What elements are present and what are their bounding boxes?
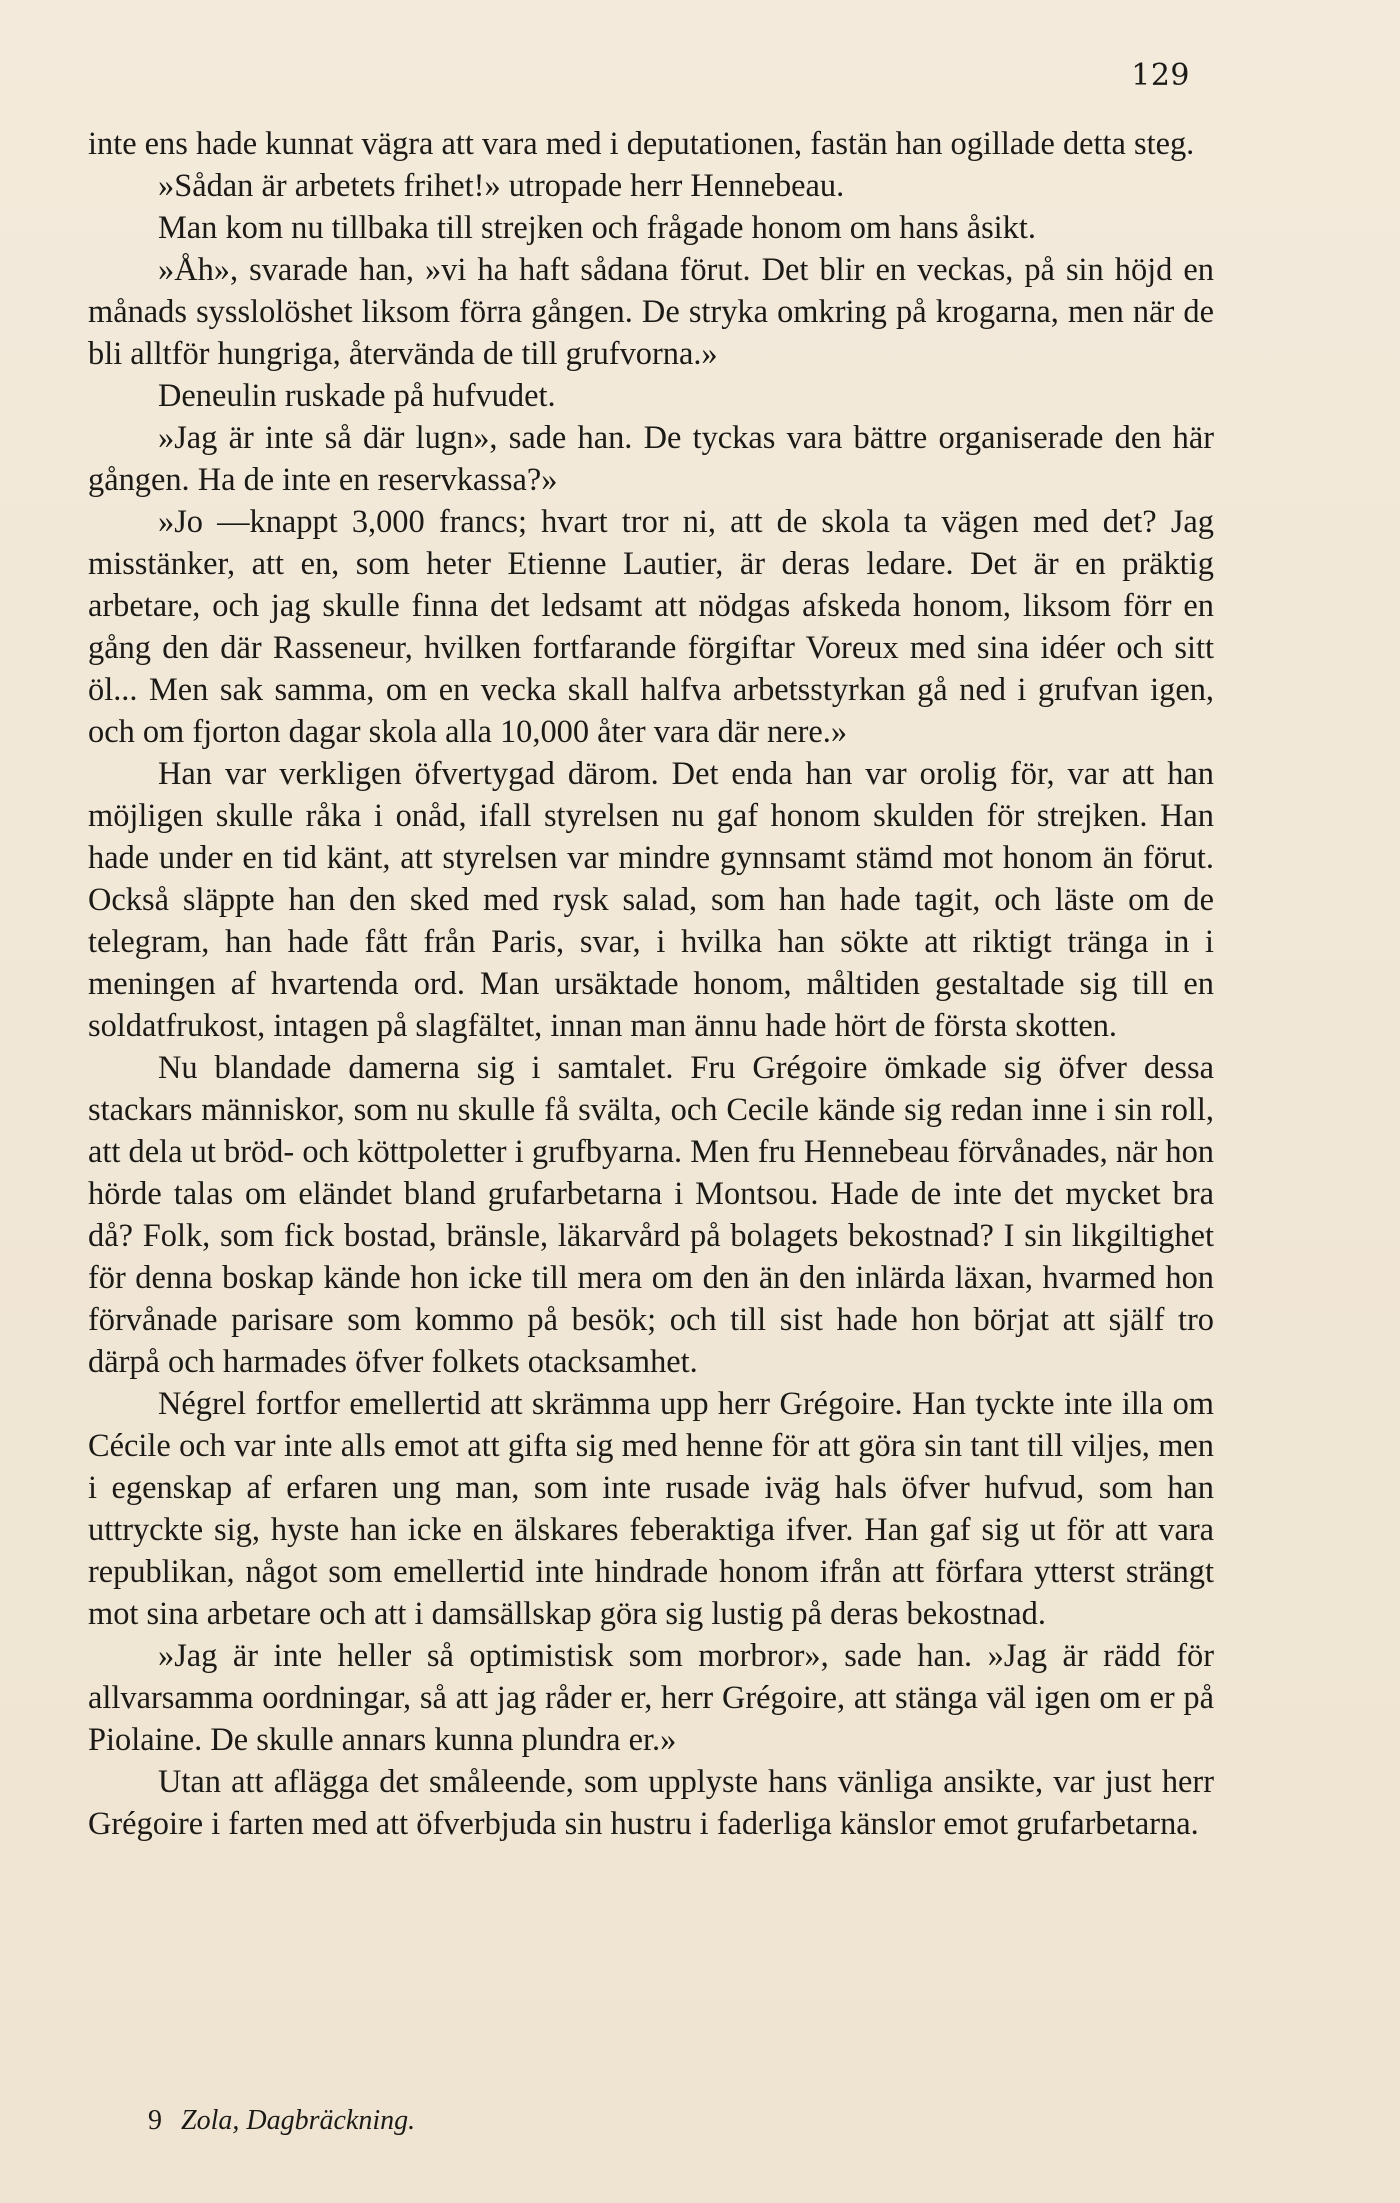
running-title: Zola, Dagbräckning. (181, 2105, 416, 2136)
paragraph: »Sådan är arbetets frihet!» utropade herr Hennebeau. (158, 168, 845, 204)
paragraph: Man kom nu tillbaka till strejken och frågade honom om hans åsikt. (158, 210, 1036, 246)
page-footer (148, 2105, 415, 2137)
body-text (88, 123, 1214, 1845)
paragraph: »Jag är inte så där lugn», sade han. De tyckas vara bättre organiserade den här gången. Ha de inte en reservkassa?» (88, 420, 1214, 498)
paragraph: Utan att aflägga det småleende, som upplyste hans vänliga ansikte, var just herr Grégoire i farten med att öfverbjuda sin hustru i faderliga känslor emot grufarbetarna. (88, 1764, 1214, 1842)
page-number: 129 (1131, 58, 1190, 93)
paragraph: Nu blandade damerna sig i samtalet. Fru Grégoire ömkade sig öfver dessa stackars människor, som nu skulle få svälta, och Cecile kände sig redan inne i sin roll, att dela ut bröd- och köttpoletter i grufbyarna. Men fru Hennebeau förvånades, när hon hörde talas om eländet bland grufarbetarna i Montsou. Hade de inte det mycket bra då? Folk, som fick bostad, bränsle, läkarvård på bolagets bekostnad? I sin likgiltighet för denna boskap kände hon icke till mera om den än den inlärda läxan, hvarmed hon förvånade parisare som kommo på besök; och till sist hade hon börjat att själf tro därpå och harmades öfver folkets otacksamhet. (88, 1050, 1214, 1380)
paragraph: Négrel fortfor emellertid att skrämma upp herr Grégoire. Han tyckte inte illa om Cécile och var inte alls emot att gifta sig med henne för att göra sin tant till viljes, men i egenskap af erfaren ung man, som inte rusade iväg hals öfver hufvud, som han uttryckte sig, hyste han icke en älskares feberaktiga ifver. Han gaf sig ut för att vara republikan, något som emellertid inte hindrade honom ifrån att förfara ytterst strängt mot sina arbetare och att i damsällskap göra sig lustig på deras bekostnad. (88, 1386, 1214, 1632)
paragraph: inte ens hade kunnat vägra att vara med i deputationen, fastän han ogillade detta steg. (88, 126, 1195, 162)
paragraph: Deneulin ruskade på hufvudet. (158, 378, 556, 414)
printer-signature: 9 (148, 2105, 162, 2136)
paragraph: Han var verkligen öfvertygad därom. Det enda han var orolig för, var att han möjligen skulle råka i onåd, ifall styrelsen nu gaf honom skulden för strejken. Han hade under en tid känt, att styrelsen var mindre gynnsamt stämd mot honom än förut. Också släppte han den sked med rysk salad, som han hade tagit, och läste om de telegram, han hade fått från Paris, svar, i hvilka han sökte att riktigt tränga in i meningen af hvartenda ord. Man ursäktade honom, måltiden gestaltade sig till en soldatfrukost, intagen på slagfältet, innan man ännu hade hört de första skotten. (88, 756, 1214, 1044)
paragraph: »Jag är inte heller så optimistisk som morbror», sade han. »Jag är rädd för allvarsamma oordningar, så att jag råder er, herr Grégoire, att stänga väl igen om er på Piolaine. De skulle annars kunna plundra er.» (88, 1638, 1214, 1758)
paragraph: »Jo —knappt 3,000 francs; hvart tror ni, att de skola ta vägen med det? Jag misstänker, att en, som heter Etienne Lautier, är deras ledare. Det är en präktig arbetare, och jag skulle finna det ledsamt att nödgas afskeda honom, liksom förr en gång den där Rasseneur, hvilken fortfarande förgiftar Voreux med sina idéer och sitt öl... Men sak samma, om en vecka skall halfva arbetsstyrkan gå ned i grufvan igen, och om fjorton dagar skola alla 10,000 åter vara där nere.» (88, 504, 1214, 750)
paragraph: »Åh», svarade han, »vi ha haft sådana förut. Det blir en veckas, på sin höjd en månads sysslolöshet liksom förra gången. De stryka omkring på krogarna, men när de bli alltför hungriga, återvända de till grufvorna.» (88, 252, 1214, 372)
